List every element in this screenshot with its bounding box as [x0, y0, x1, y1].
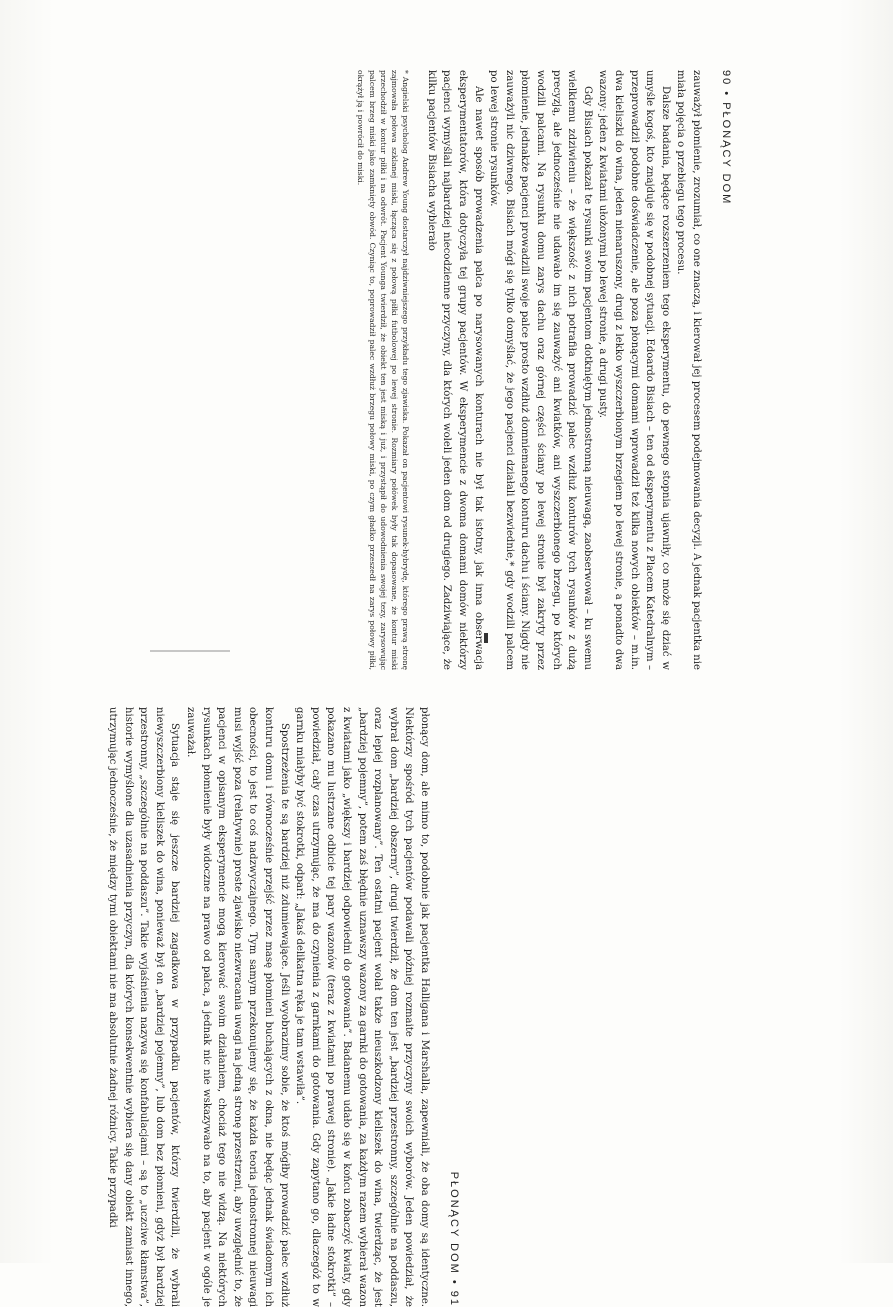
- right-body-text: [105, 707, 432, 1307]
- right-paragraph-1: płonący dom, ale mimo to, podobnie jak pacjentka Halligana i Marshalla, zapewniali, że oba domy są identyczne. Niektórzy spośród tych pacjentów podawali później rozmaite przyczyny swoich wyborów. Jeden powiedział, że wybrał dom „bardziej obszerny”, drugi twierdził, że dom ten jest „bardziej przestronny, szczególnie na poddaszu, oraz lepiej rozplanowany”. Ten ostatni pacjent wolał także nieuszkodzony kieliszek do wina, twierdząc, że jest „bardziej pojemny”, potem zaś błędnie uznawszy wazony za garnki do gotowania, za każdym razem wybierał wazon z kwiatami jako „większy i bardziej odpowiedni do gotowania”. Badanemu udało się w końcu zobaczyć kwiaty, gdy pokazano mu lustrzane odbicie tej pary wazonów (teraz z kwiatami po prawej stronie). „Jakie ładne stokrotki” – powiedział, cały czas utrzymując, że ma do czynienia z garnkami do gotowania. Gdy zapytano go, dlaczegóż to w garnku miałyby być stokrotki, odparł: „Jakaś delikatna ręka je tam wstawiła”.: [294, 707, 430, 1307]
- left-paragraph-2: Dalsze badania, będące rozszerzeniem tego eksperymentu, do pewnego stopnia ujawniły, co może się dziać w umyśle kogoś, kto znajduje się w podobnej sytuacji. Edoardo Bisiach – ten od eksperymentu z Placem Katedralnym – przeprowadził podobne doświadczenie, ale poza płonącymi domami wprowadził też kilka nowych obiektów – m.in. dwa kieliszki do wina, jeden nienaruszony, drugi z lekko wyszczerbionym brzegiem po lewej stronie, a ponadto dwa wazony: jeden z kwiatami ułożonymi po lewej stronie, a drugi pusty.: [597, 70, 671, 670]
- right-page: [20, 707, 460, 1307]
- left-paragraph-4: Ale nawet sposób prowadzenia palca po narysowanych konturach nie był tak istotny, jak inna obserwacja eksperymentatorów, która dotyczyła tej grupy pacjentów. W eksperymencie z dwoma domami domów niektórzy pacjenci wymyślali najbardziej niecodzienne przyczyny, dla których woleli jeden dom od drugiego. Zadziwiające, że kilku pacjentów Bisiacha wybierało: [425, 70, 484, 670]
- left-paragraph-3: Gdy Bisiach pokazał te rysunki swoim pacjentom dotkniętym jednostronną nieuwagą, zaobserwował – ku swemu wielkiemu zdziwieniu – że większość z nich potrafiła prowadzić palec wzdłuż konturów tych rysunków z dużą precyzją, ale jednocześnie nie udawało im się zauważyć ani kwiatków, ani wyszczerbionego brzegu, po których wodzili palcami. Na rysunku domu zarys dachu oraz górnej części ściany po lewej stronie był zakryty przez płomienie, jednakże pacjenci prowadzili swoje palce prosto wzdłuż domniemanego konturu dachu i ściany. Nigdy nie zauważyli nic dziwnego. Bisiach mógł się tylko domyślać, że jego pacjenci działali bezwiednie,* gdy wodzili palcem po lewej stronie rysunków.: [488, 70, 593, 670]
- left-body-text: [423, 70, 704, 670]
- right-paragraph-2: Spostrzeżenia te są bardziej niż zdumiewające. Jeśli wyobrazimy sobie, że ktoś mógłby prowadzić palec wzdłuż konturu domu i równocześnie przejść przez masę płomieni buchających z okna, nie będąc jednak świadomym ich obecności, to jest to coś nadzwyczajnego. Tym samym przekonujemy się, że każda teoria jednostronnej nieuwagi musi wyjść poza (relatywnie) proste zjawisko niezwracania uwagi na jedną stronę przestrzeni, aby uwzględnić to, że pacjenci w opisanym eksperymencie mogą kierować swoim działaniem, chociaż tego nie widzą. Na niektórych rysunkach płomienie były widoczne na prawo od palca, a jednak nic nie wskazywało na to, aby pacjent w ogóle je zauważał.: [185, 707, 290, 1307]
- right-paragraph-3: Sytuacja staje się jeszcze bardziej zagadkowa w przypadku pacjentów, którzy twierdzili, że wybrali niewyszczerbiony kieliszek do wina, ponieważ był on „bardziej pojemny”, lub dom bez płomieni, gdyż był bardziej przestronny, „szczególnie na poddaszu”. Takie wyjaśnienia nazywa się konfabulacjami – są to „uczciwe kłamstwa”, historie wymyślone dla uzasadnienia przyczyn, dla których konsekwentnie wybiera się dany obiekt zamiast innego, utrzymując jednocześnie, że między tymi obiektami nie ma absolutnie żadnej różnicy. Takie przypadki: [107, 707, 181, 1307]
- scan-artifact-mark: [484, 633, 488, 643]
- scan-artifact-speck: [150, 650, 230, 652]
- left-paragraph-1: zauważył płomienie, zrozumiał, co one znaczą, i kierował jej procesem podejmowania decyzji. A jednak pacjentka nie miała pojęcia o przebiegu tego procesu.: [675, 70, 702, 670]
- left-footnote: * Angielski psycholog Andrew Young dostarczył najdziwniejszego przykładu tego zjawiska. Pokazał on pacjentowi rysunek-hybrydę, którego prawą stronę zajmowała połowa szklanej miski, łącząca się z połową piłki futbolowej po lewej stronie. Rozmiary połówek były tak dopasowane, że kontur miski przechodził w kontur piłki i na odwrót. Pacjent Younga twierdził, że obiekt ten jest miską i już, i przystąpił do udowodnienia swojej tezy, zarysowując palcem brzeg miski jako zamknięty obwód. Czyniąc to, poprowadził palec wzdłuż brzegu połowy miski, po czym gładko przeszedł na zarys połowy piłki, okrążył ją i powrócił do miski.: [356, 70, 411, 670]
- right-running-head: PŁONĄCY DOM • 91: [448, 1171, 460, 1307]
- left-running-head: 90 • PŁONĄCY DOM: [720, 70, 732, 206]
- left-page: [292, 70, 732, 670]
